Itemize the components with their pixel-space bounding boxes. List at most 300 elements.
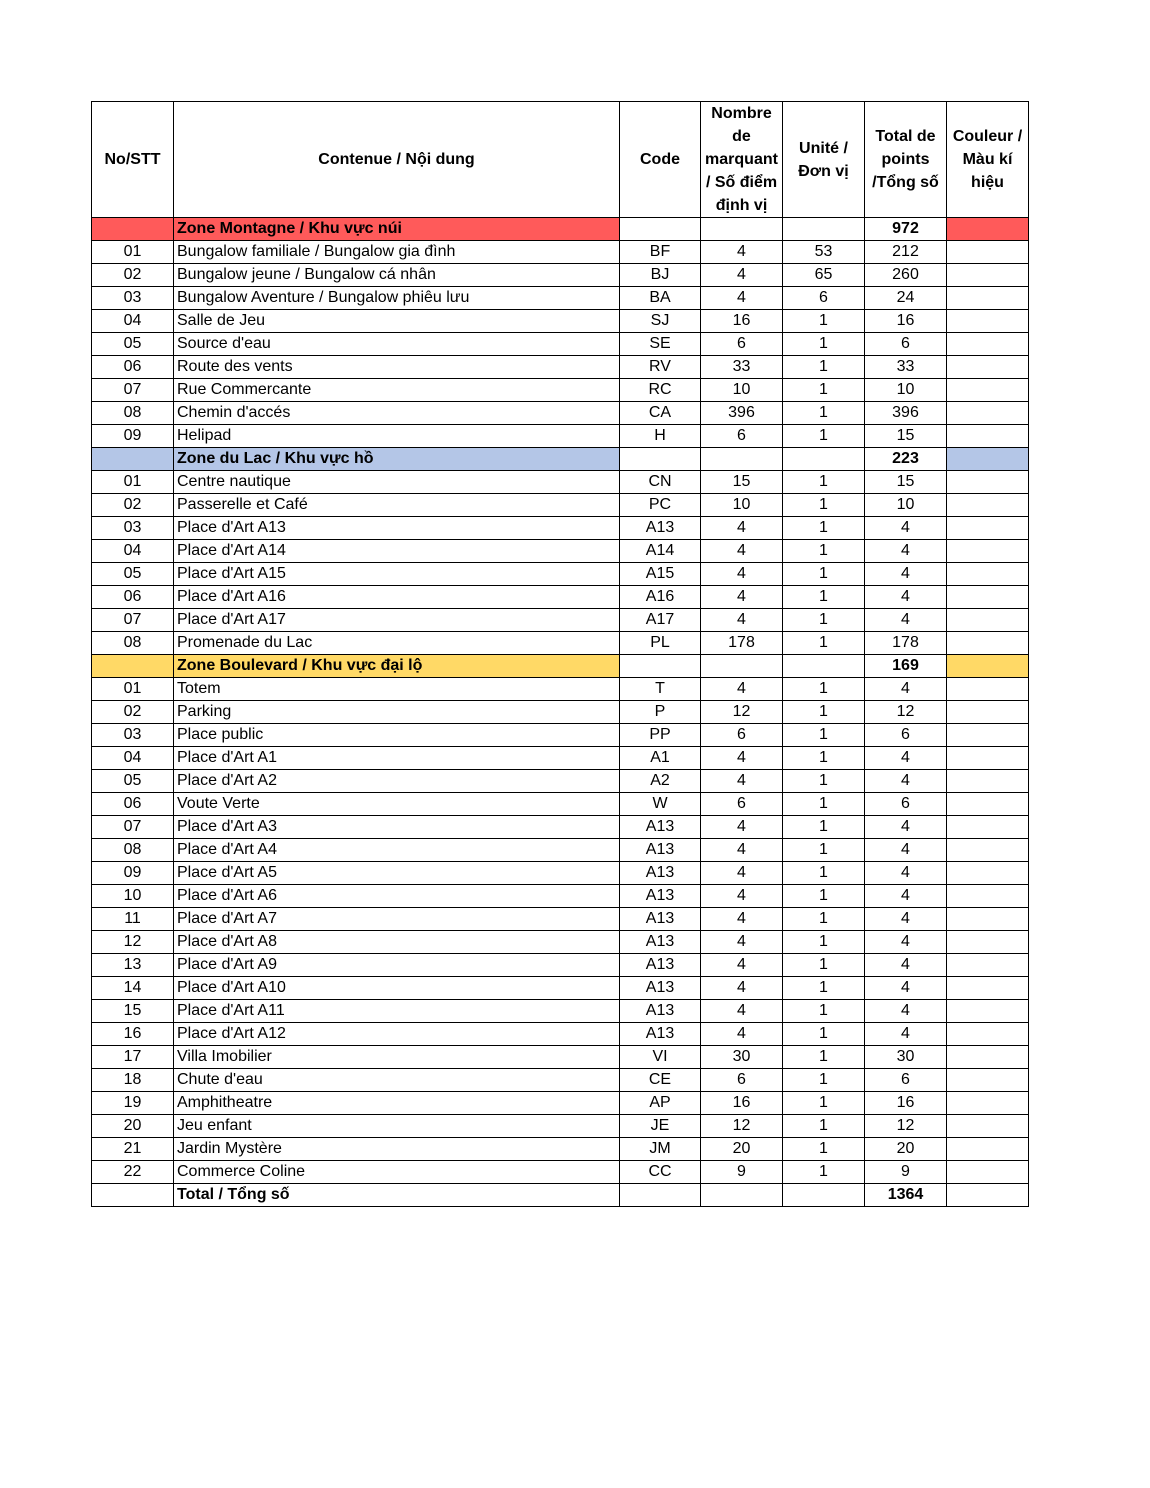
- table-row: [92, 885, 1029, 908]
- item-total: 15: [865, 425, 947, 448]
- item-no: 19: [92, 1092, 174, 1115]
- item-no: 14: [92, 977, 174, 1000]
- item-code: A2: [620, 770, 701, 793]
- table-row: [92, 701, 1029, 724]
- item-no: 01: [92, 678, 174, 701]
- item-code: SJ: [620, 310, 701, 333]
- item-code: A13: [620, 977, 701, 1000]
- table-row: [92, 1161, 1029, 1184]
- item-no: 05: [92, 563, 174, 586]
- item-content: Jardin Mystère: [174, 1138, 620, 1161]
- grand-total-color-cell: [947, 1184, 1029, 1207]
- zone-markers-cell: [701, 218, 783, 241]
- table-row: [92, 287, 1029, 310]
- item-color-cell: [947, 586, 1029, 609]
- item-total: 33: [865, 356, 947, 379]
- item-markers: 4: [701, 586, 783, 609]
- item-no: 01: [92, 241, 174, 264]
- item-markers: 4: [701, 931, 783, 954]
- item-content: Totem: [174, 678, 620, 701]
- zone-total: 169: [865, 655, 947, 678]
- item-total: 16: [865, 310, 947, 333]
- item-no: 22: [92, 1161, 174, 1184]
- item-code: A14: [620, 540, 701, 563]
- table-row: [92, 379, 1029, 402]
- item-total: 4: [865, 885, 947, 908]
- item-color-cell: [947, 1138, 1029, 1161]
- table-row: [92, 793, 1029, 816]
- item-markers: 4: [701, 287, 783, 310]
- table-row: [92, 747, 1029, 770]
- item-unit: 1: [783, 1023, 865, 1046]
- item-total: 260: [865, 264, 947, 287]
- item-content: Commerce Coline: [174, 1161, 620, 1184]
- item-color-cell: [947, 494, 1029, 517]
- item-content: Place d'Art A15: [174, 563, 620, 586]
- header-color: Couleur / Màu kí hiệu: [947, 102, 1029, 218]
- item-content: Place d'Art A17: [174, 609, 620, 632]
- item-color-cell: [947, 701, 1029, 724]
- item-color-cell: [947, 1092, 1029, 1115]
- item-code: PC: [620, 494, 701, 517]
- item-markers: 4: [701, 908, 783, 931]
- table-row: [92, 816, 1029, 839]
- item-total: 4: [865, 586, 947, 609]
- header-row: [92, 102, 1029, 218]
- item-markers: 4: [701, 862, 783, 885]
- item-content: Place d'Art A9: [174, 954, 620, 977]
- item-content: Helipad: [174, 425, 620, 448]
- table-row: [92, 540, 1029, 563]
- item-unit: 1: [783, 839, 865, 862]
- item-no: 02: [92, 701, 174, 724]
- item-content: Place d'Art A5: [174, 862, 620, 885]
- item-unit: 1: [783, 701, 865, 724]
- item-unit: 1: [783, 1000, 865, 1023]
- table-row: [92, 931, 1029, 954]
- item-color-cell: [947, 1023, 1029, 1046]
- item-content: Bungalow jeune / Bungalow cá nhân: [174, 264, 620, 287]
- item-markers: 4: [701, 747, 783, 770]
- item-markers: 4: [701, 678, 783, 701]
- table-row: [92, 563, 1029, 586]
- item-total: 9: [865, 1161, 947, 1184]
- table-row: [92, 1023, 1029, 1046]
- item-color-cell: [947, 241, 1029, 264]
- item-total: 6: [865, 1069, 947, 1092]
- item-total: 4: [865, 931, 947, 954]
- item-code: A13: [620, 908, 701, 931]
- item-no: 13: [92, 954, 174, 977]
- item-total: 6: [865, 793, 947, 816]
- zone-markers-cell: [701, 448, 783, 471]
- item-unit: 1: [783, 931, 865, 954]
- item-content: Place d'Art A3: [174, 816, 620, 839]
- item-markers: 16: [701, 310, 783, 333]
- item-color-cell: [947, 954, 1029, 977]
- item-color-cell: [947, 540, 1029, 563]
- grand-total-label: Total / Tổng số: [174, 1184, 620, 1207]
- item-total: 4: [865, 540, 947, 563]
- zone-code-cell: [620, 218, 701, 241]
- item-code: A13: [620, 885, 701, 908]
- item-code: CC: [620, 1161, 701, 1184]
- item-total: 4: [865, 609, 947, 632]
- table-row: [92, 1000, 1029, 1023]
- item-code: A1: [620, 747, 701, 770]
- item-markers: 4: [701, 839, 783, 862]
- item-color-cell: [947, 1069, 1029, 1092]
- item-content: Promenade du Lac: [174, 632, 620, 655]
- item-total: 4: [865, 839, 947, 862]
- item-color-cell: [947, 287, 1029, 310]
- zone-code-cell: [620, 655, 701, 678]
- item-code: A13: [620, 816, 701, 839]
- item-code: W: [620, 793, 701, 816]
- item-content: Rue Commercante: [174, 379, 620, 402]
- table-row: [92, 310, 1029, 333]
- item-content: Place d'Art A12: [174, 1023, 620, 1046]
- item-content: Parking: [174, 701, 620, 724]
- item-total: 396: [865, 402, 947, 425]
- item-code: RC: [620, 379, 701, 402]
- item-no: 16: [92, 1023, 174, 1046]
- table-row: [92, 264, 1029, 287]
- item-code: A13: [620, 862, 701, 885]
- item-unit: 1: [783, 425, 865, 448]
- item-color-cell: [947, 356, 1029, 379]
- item-unit: 1: [783, 310, 865, 333]
- item-no: 07: [92, 609, 174, 632]
- item-color-cell: [947, 379, 1029, 402]
- item-code: A13: [620, 931, 701, 954]
- item-markers: 30: [701, 1046, 783, 1069]
- item-color-cell: [947, 931, 1029, 954]
- item-markers: 4: [701, 264, 783, 287]
- item-unit: 1: [783, 1092, 865, 1115]
- item-no: 03: [92, 724, 174, 747]
- header-content: Contenue / Nội dung: [174, 102, 620, 218]
- item-markers: 4: [701, 770, 783, 793]
- item-unit: 1: [783, 402, 865, 425]
- zone-markers-cell: [701, 655, 783, 678]
- zone-color-swatch: [947, 448, 1029, 471]
- item-code: A13: [620, 1023, 701, 1046]
- item-color-cell: [947, 402, 1029, 425]
- zone-total: 972: [865, 218, 947, 241]
- item-color-cell: [947, 747, 1029, 770]
- item-code: H: [620, 425, 701, 448]
- zone-code-cell: [620, 448, 701, 471]
- markers-table: [91, 101, 1029, 1207]
- item-code: BA: [620, 287, 701, 310]
- item-color-cell: [947, 816, 1029, 839]
- item-no: 07: [92, 816, 174, 839]
- item-total: 4: [865, 747, 947, 770]
- item-content: Place d'Art A11: [174, 1000, 620, 1023]
- item-total: 20: [865, 1138, 947, 1161]
- item-color-cell: [947, 1115, 1029, 1138]
- item-content: Place d'Art A16: [174, 586, 620, 609]
- item-no: 03: [92, 517, 174, 540]
- item-content: Place d'Art A1: [174, 747, 620, 770]
- zone-unit-cell: [783, 655, 865, 678]
- table-row: [92, 1138, 1029, 1161]
- zone-color-swatch: [947, 218, 1029, 241]
- table-row: [92, 1115, 1029, 1138]
- grand-total-row: [92, 1184, 1029, 1207]
- item-unit: 1: [783, 724, 865, 747]
- item-color-cell: [947, 1046, 1029, 1069]
- item-content: Place d'Art A4: [174, 839, 620, 862]
- item-color-cell: [947, 310, 1029, 333]
- table-row: [92, 839, 1029, 862]
- item-unit: 65: [783, 264, 865, 287]
- table-row: [92, 425, 1029, 448]
- zone-title: Zone Boulevard / Khu vực đại lộ: [174, 655, 620, 678]
- table-row: [92, 862, 1029, 885]
- item-color-cell: [947, 333, 1029, 356]
- table-row: [92, 402, 1029, 425]
- item-code: P: [620, 701, 701, 724]
- item-no: 15: [92, 1000, 174, 1023]
- item-no: 20: [92, 1115, 174, 1138]
- item-total: 10: [865, 379, 947, 402]
- item-unit: 1: [783, 609, 865, 632]
- item-color-cell: [947, 632, 1029, 655]
- table-row: [92, 586, 1029, 609]
- item-no: 01: [92, 471, 174, 494]
- item-markers: 33: [701, 356, 783, 379]
- item-no: 10: [92, 885, 174, 908]
- item-code: A17: [620, 609, 701, 632]
- item-no: 04: [92, 540, 174, 563]
- item-markers: 396: [701, 402, 783, 425]
- grand-total-markers-cell: [701, 1184, 783, 1207]
- table-row: [92, 954, 1029, 977]
- item-total: 6: [865, 333, 947, 356]
- item-unit: 1: [783, 908, 865, 931]
- item-unit: 1: [783, 678, 865, 701]
- item-unit: 1: [783, 885, 865, 908]
- item-unit: 1: [783, 540, 865, 563]
- item-code: AP: [620, 1092, 701, 1115]
- item-color-cell: [947, 471, 1029, 494]
- table-row: [92, 609, 1029, 632]
- item-markers: 4: [701, 1000, 783, 1023]
- item-no: 04: [92, 747, 174, 770]
- item-color-cell: [947, 724, 1029, 747]
- table-row: [92, 494, 1029, 517]
- item-total: 212: [865, 241, 947, 264]
- item-unit: 1: [783, 379, 865, 402]
- item-total: 24: [865, 287, 947, 310]
- item-markers: 12: [701, 701, 783, 724]
- item-content: Place d'Art A14: [174, 540, 620, 563]
- table-row: [92, 517, 1029, 540]
- item-markers: 16: [701, 1092, 783, 1115]
- item-markers: 20: [701, 1138, 783, 1161]
- item-content: Bungalow familiale / Bungalow gia đình: [174, 241, 620, 264]
- item-content: Villa Imobilier: [174, 1046, 620, 1069]
- item-markers: 4: [701, 954, 783, 977]
- item-unit: 53: [783, 241, 865, 264]
- item-no: 09: [92, 862, 174, 885]
- item-no: 17: [92, 1046, 174, 1069]
- zone-unit-cell: [783, 218, 865, 241]
- item-code: A13: [620, 517, 701, 540]
- zone-header-row: [92, 218, 1029, 241]
- table-row: [92, 770, 1029, 793]
- item-code: VI: [620, 1046, 701, 1069]
- item-total: 4: [865, 862, 947, 885]
- table-row: [92, 678, 1029, 701]
- item-markers: 178: [701, 632, 783, 655]
- item-content: Jeu enfant: [174, 1115, 620, 1138]
- item-markers: 4: [701, 816, 783, 839]
- zone-color-swatch: [947, 655, 1029, 678]
- grand-total-code-cell: [620, 1184, 701, 1207]
- table-row: [92, 977, 1029, 1000]
- item-markers: 6: [701, 333, 783, 356]
- table-body: [92, 218, 1029, 1184]
- zone-unit-cell: [783, 448, 865, 471]
- item-unit: 1: [783, 471, 865, 494]
- item-no: 18: [92, 1069, 174, 1092]
- item-no: 06: [92, 586, 174, 609]
- item-color-cell: [947, 678, 1029, 701]
- item-content: Place d'Art A8: [174, 931, 620, 954]
- header-code: Code: [620, 102, 701, 218]
- item-code: CA: [620, 402, 701, 425]
- item-total: 4: [865, 563, 947, 586]
- item-color-cell: [947, 517, 1029, 540]
- item-total: 4: [865, 954, 947, 977]
- item-unit: 1: [783, 517, 865, 540]
- item-unit: 1: [783, 977, 865, 1000]
- item-content: Place d'Art A7: [174, 908, 620, 931]
- item-no: 11: [92, 908, 174, 931]
- item-no: 12: [92, 931, 174, 954]
- table-row: [92, 632, 1029, 655]
- item-color-cell: [947, 862, 1029, 885]
- item-content: Source d'eau: [174, 333, 620, 356]
- item-total: 6: [865, 724, 947, 747]
- item-code: A13: [620, 954, 701, 977]
- item-markers: 6: [701, 793, 783, 816]
- zone-color-swatch: [92, 448, 174, 471]
- item-code: BF: [620, 241, 701, 264]
- item-content: Amphitheatre: [174, 1092, 620, 1115]
- item-no: 08: [92, 402, 174, 425]
- item-unit: 1: [783, 1046, 865, 1069]
- item-unit: 1: [783, 747, 865, 770]
- item-total: 16: [865, 1092, 947, 1115]
- item-content: Route des vents: [174, 356, 620, 379]
- item-markers: 4: [701, 540, 783, 563]
- item-no: 09: [92, 425, 174, 448]
- item-total: 4: [865, 770, 947, 793]
- item-markers: 10: [701, 379, 783, 402]
- item-markers: 4: [701, 563, 783, 586]
- grand-total-value: 1364: [865, 1184, 947, 1207]
- table-row: [92, 1046, 1029, 1069]
- item-total: 4: [865, 816, 947, 839]
- item-code: A16: [620, 586, 701, 609]
- item-unit: 1: [783, 586, 865, 609]
- item-code: JM: [620, 1138, 701, 1161]
- item-total: 4: [865, 1000, 947, 1023]
- item-content: Passerelle et Café: [174, 494, 620, 517]
- item-total: 178: [865, 632, 947, 655]
- item-color-cell: [947, 425, 1029, 448]
- item-unit: 1: [783, 770, 865, 793]
- item-markers: 15: [701, 471, 783, 494]
- item-code: CN: [620, 471, 701, 494]
- item-total: 4: [865, 517, 947, 540]
- item-color-cell: [947, 839, 1029, 862]
- item-markers: 4: [701, 977, 783, 1000]
- header-total: Total de points /Tổng số: [865, 102, 947, 218]
- item-unit: 1: [783, 494, 865, 517]
- item-no: 08: [92, 839, 174, 862]
- item-total: 30: [865, 1046, 947, 1069]
- item-total: 4: [865, 678, 947, 701]
- item-total: 15: [865, 471, 947, 494]
- table-row: [92, 1092, 1029, 1115]
- item-no: 06: [92, 793, 174, 816]
- zone-title: Zone Montagne / Khu vực núi: [174, 218, 620, 241]
- item-markers: 6: [701, 425, 783, 448]
- item-content: Chemin d'accés: [174, 402, 620, 425]
- item-markers: 4: [701, 241, 783, 264]
- item-markers: 4: [701, 885, 783, 908]
- item-code: BJ: [620, 264, 701, 287]
- item-no: 06: [92, 356, 174, 379]
- grand-total-no-cell: [92, 1184, 174, 1207]
- item-no: 08: [92, 632, 174, 655]
- item-code: A13: [620, 1000, 701, 1023]
- header-unit: Unité /Đơn vị: [783, 102, 865, 218]
- item-markers: 4: [701, 609, 783, 632]
- item-markers: 4: [701, 1023, 783, 1046]
- item-color-cell: [947, 1000, 1029, 1023]
- item-markers: 6: [701, 1069, 783, 1092]
- item-total: 4: [865, 908, 947, 931]
- item-unit: 1: [783, 793, 865, 816]
- item-no: 05: [92, 770, 174, 793]
- item-color-cell: [947, 1161, 1029, 1184]
- item-markers: 12: [701, 1115, 783, 1138]
- item-markers: 9: [701, 1161, 783, 1184]
- item-total: 12: [865, 701, 947, 724]
- table-row: [92, 241, 1029, 264]
- zone-title: Zone du Lac / Khu vực hồ: [174, 448, 620, 471]
- item-code: A13: [620, 839, 701, 862]
- item-unit: 1: [783, 816, 865, 839]
- item-no: 02: [92, 264, 174, 287]
- item-unit: 1: [783, 1115, 865, 1138]
- zone-header-row: [92, 655, 1029, 678]
- item-no: 04: [92, 310, 174, 333]
- item-markers: 4: [701, 517, 783, 540]
- item-content: Place d'Art A10: [174, 977, 620, 1000]
- item-markers: 6: [701, 724, 783, 747]
- item-color-cell: [947, 793, 1029, 816]
- item-total: 10: [865, 494, 947, 517]
- item-code: A15: [620, 563, 701, 586]
- item-color-cell: [947, 977, 1029, 1000]
